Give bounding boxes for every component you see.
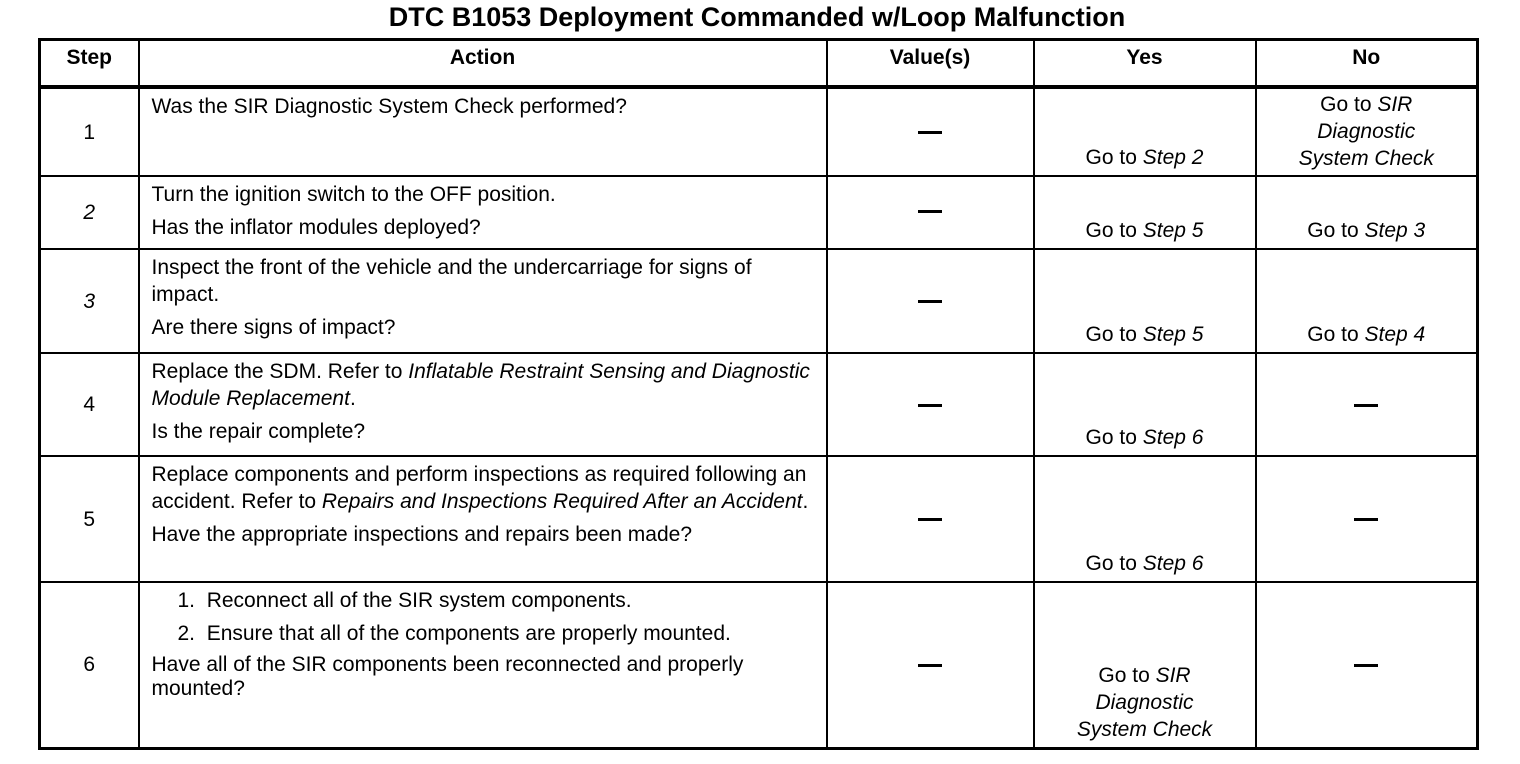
yes-cell (1034, 353, 1256, 456)
dash-mark (918, 210, 942, 213)
goto-step-link[interactable]: Step 5 (1142, 219, 1204, 242)
step-number: 4 (40, 353, 139, 456)
table-row (40, 456, 1478, 582)
no-cell (1256, 249, 1478, 353)
goto-prefix: Go to (1320, 93, 1378, 116)
no-cell (1256, 176, 1478, 249)
action-cell (139, 582, 827, 748)
yes-cell (1034, 582, 1256, 748)
list-text: Ensure that all of the components are properly mounted. (206, 622, 731, 645)
dash-mark (918, 518, 942, 521)
value-cell (827, 176, 1034, 249)
action-question: Has the inflator modules deployed? (151, 216, 481, 239)
list-item (152, 587, 816, 614)
yes-cell (1034, 87, 1256, 176)
action-plain: Replace the SDM. Refer to (151, 360, 409, 383)
header-yes: Yes (1034, 40, 1256, 88)
step-number: 5 (40, 456, 139, 582)
yes-cell (1034, 176, 1256, 249)
diagnostic-table (38, 38, 1479, 750)
action-end: . (349, 387, 356, 410)
action-cell (139, 353, 827, 456)
value-cell (827, 249, 1034, 353)
action-cell (139, 456, 827, 582)
goto-step-link[interactable]: Step 6 (1142, 552, 1204, 575)
action-question: Is the repair complete? (151, 420, 366, 443)
action-plain: Replace components and perform inspections as required following an accident. Refer to (151, 463, 807, 513)
no-cell (1256, 353, 1478, 456)
header-row (40, 40, 1478, 88)
header-values: Value(s) (827, 40, 1034, 88)
list-number: 1. (177, 589, 196, 612)
reference-link[interactable]: Inflatable Restraint Sensing and Diagnostic Module Replacement (151, 360, 810, 410)
yes-cell (1034, 249, 1256, 353)
goto-step-link[interactable]: Step 5 (1142, 323, 1204, 346)
list-number: 2. (177, 622, 196, 645)
step-number: 1 (40, 87, 139, 176)
goto-step-link[interactable]: Step 6 (1142, 426, 1204, 449)
table-row (40, 87, 1478, 176)
action-question: Are there signs of impact? (151, 316, 396, 339)
goto-step-link[interactable]: Step 3 (1364, 219, 1426, 242)
action-text: Turn the ignition switch to the OFF position. (151, 183, 556, 206)
table-row (40, 249, 1478, 353)
value-cell (827, 87, 1034, 176)
goto-prefix: Go to (1307, 219, 1365, 242)
table-row (40, 176, 1478, 249)
goto-prefix: Go to (1085, 323, 1143, 346)
goto-prefix: Go to (1085, 146, 1143, 169)
step-number: 2 (40, 176, 139, 249)
table-row (40, 582, 1478, 748)
action-end: . (802, 490, 809, 513)
reference-link[interactable]: Repairs and Inspections Required After an Accident (321, 490, 803, 513)
list-text: Reconnect all of the SIR system components. (206, 589, 632, 612)
action-question: Have the appropriate inspections and repairs been made? (151, 523, 693, 546)
value-cell (827, 456, 1034, 582)
dash-mark (918, 300, 942, 303)
dash-mark (1354, 404, 1378, 407)
value-cell (827, 353, 1034, 456)
goto-sir-check-link[interactable]: SIR Diagnostic System Check (1298, 93, 1434, 170)
dash-mark (918, 131, 942, 134)
header-no: No (1256, 40, 1478, 88)
step-number: 6 (40, 582, 139, 748)
goto-step-link[interactable]: Step 2 (1142, 146, 1204, 169)
goto-sir-check-link[interactable]: SIR Diagnostic System Check (1076, 663, 1213, 741)
goto-prefix: Go to (1085, 426, 1143, 449)
list-item (152, 620, 816, 647)
no-cell (1256, 456, 1478, 582)
action-cell (139, 249, 827, 353)
action-text: Inspect the front of the vehicle and the undercarriage for signs of impact. (151, 256, 752, 306)
action-text: Was the SIR Diagnostic System Check performed? (151, 95, 627, 118)
goto-prefix: Go to (1085, 552, 1143, 575)
goto-prefix: Go to (1085, 219, 1143, 242)
action-text (152, 461, 816, 515)
dash-mark (1354, 664, 1378, 667)
step-number: 3 (40, 249, 139, 353)
goto-prefix: Go to (1098, 663, 1156, 687)
goto-step-link[interactable]: Step 4 (1364, 323, 1426, 346)
header-action: Action (139, 40, 827, 88)
dash-mark (1354, 518, 1378, 521)
no-cell (1256, 87, 1478, 176)
goto-prefix: Go to (1307, 323, 1365, 346)
table-row (40, 353, 1478, 456)
header-step: Step (40, 40, 139, 88)
value-cell (827, 582, 1034, 748)
action-cell (139, 176, 827, 249)
action-text (152, 358, 816, 412)
no-cell (1256, 582, 1478, 748)
action-numbered-list (152, 587, 816, 647)
dash-mark (918, 404, 942, 407)
action-cell (139, 87, 827, 176)
page-title: DTC B1053 Deployment Commanded w/Loop Malfunction (388, 2, 1126, 32)
dash-mark (918, 664, 942, 667)
yes-cell (1034, 456, 1256, 582)
action-question: Have all of the SIR components been reconnected and properly mounted? (151, 653, 744, 700)
